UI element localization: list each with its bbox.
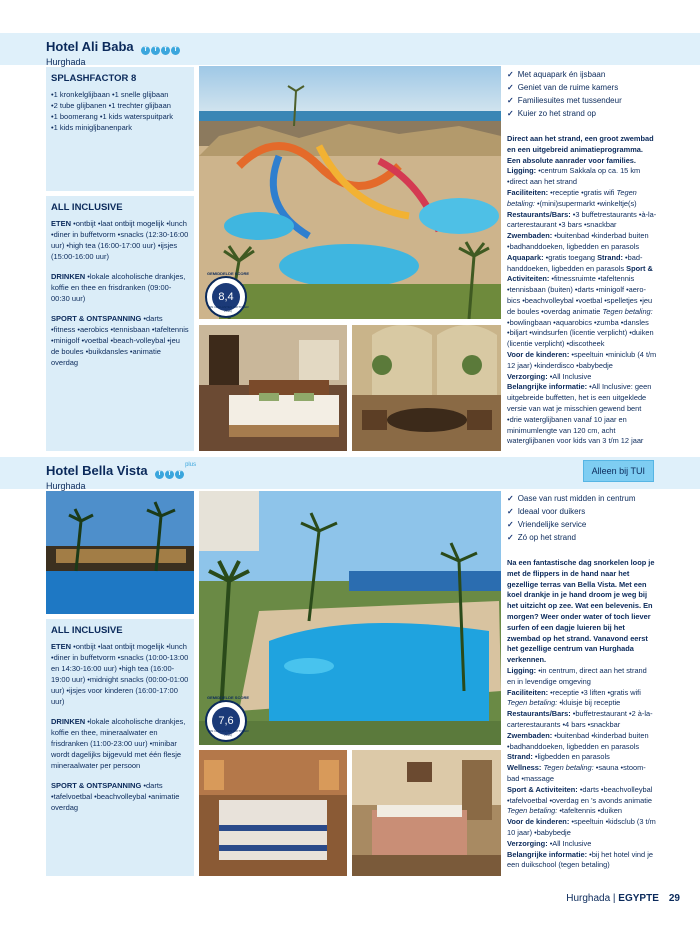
hotel1-name: Hotel Ali Baba bbox=[46, 39, 134, 55]
detail-wellness bbox=[507, 763, 646, 783]
detail-text: •tafeltennis •duiken bbox=[557, 806, 623, 816]
plus-label: plus bbox=[185, 462, 197, 468]
checkmark-icon: ✓ bbox=[507, 70, 514, 79]
hotel1-intro: Direct aan het strand, een groot zwembad en een uitgebreid animatieprogramma. Een absolute aanrader voor families. bbox=[507, 134, 654, 165]
hotel2-name: Hotel Bella Vista bbox=[46, 463, 148, 479]
detail-text: •bad-handdoeken, ligbedden en parasols bbox=[507, 252, 643, 273]
detail-faciliteiten bbox=[507, 188, 637, 208]
hotel2-features bbox=[507, 492, 667, 544]
hotel1-aquapark-photo bbox=[199, 66, 501, 319]
detail-italic: Tegen betaling: bbox=[507, 187, 637, 208]
hotel1-features bbox=[507, 68, 667, 120]
detail-ligging bbox=[507, 166, 640, 186]
detail-text: •buitenbad •kinderbad buiten •badhanddoeken, ligbedden en parasols bbox=[507, 231, 649, 251]
hotel2-header bbox=[0, 457, 700, 492]
drinken-label: DRINKEN bbox=[51, 717, 86, 726]
detail-restaurants bbox=[507, 210, 656, 230]
detail-sport bbox=[507, 785, 652, 816]
tui-star-icon: T bbox=[151, 46, 160, 55]
detail-label: Ligging: bbox=[507, 166, 537, 176]
hotel2-eten bbox=[51, 641, 189, 707]
tui-star-icon: T bbox=[165, 470, 174, 479]
detail-text: •All Inclusive bbox=[547, 838, 592, 848]
detail-label: Verzorging: bbox=[507, 371, 548, 381]
hotel2-pool-photo bbox=[199, 491, 501, 745]
hotel2-score-badge bbox=[205, 695, 250, 742]
hotel2-location: Hurghada bbox=[46, 481, 86, 492]
hotel1-location: Hurghada bbox=[46, 57, 86, 68]
detail-text: •gratis toegang bbox=[543, 252, 598, 262]
tui-star-icon: T bbox=[141, 46, 150, 55]
detail-label: Restaurants/Bars: bbox=[507, 209, 571, 219]
lobby-image bbox=[352, 325, 501, 451]
detail-text: •sauna •stoom-bad •massage bbox=[507, 763, 646, 783]
detail-label: Aquapark: bbox=[507, 252, 544, 262]
pool-night-image bbox=[46, 491, 194, 614]
detail-label: Belangrijke informatie: bbox=[507, 382, 588, 392]
eten-text: •ontbijt •laat ontbijt mogelijk •lunch •diner in buffetvorm •snacks (12:30-16:00 uur) •high tea (16:00-17:00 uur) •ijsjes (15:00-16:00 uur) bbox=[51, 219, 189, 261]
eten-text: •ontbijt •laat ontbijt mogelijk •lunch •diner in buffetvorm •snacks (10:00-13:00 en 14:30-16:00 uur) •high tea (16:00-19:00 uur) •midnight snacks (00:00-01:00 uur) •ijsjes voor kinderen (16:00-17:00 uur) bbox=[51, 642, 189, 706]
page-footer bbox=[566, 893, 680, 904]
hotel1-splash-line: •1 kronkelglijbaan •1 snelle glijbaan bbox=[51, 90, 169, 99]
feature-label: Met aquapark én ijsbaan bbox=[517, 70, 606, 79]
feature-item bbox=[507, 81, 667, 94]
tui-star-icon: T bbox=[155, 470, 164, 479]
hotel1-eten bbox=[51, 218, 189, 262]
detail-strand bbox=[507, 752, 610, 761]
detail-text: •centrum Sakkala op ca. 15 km •direct aan het strand bbox=[507, 166, 641, 187]
detail-text: •receptie •3 liften •gratis wifi bbox=[548, 687, 641, 697]
detail-label: Sport & Activiteiten: bbox=[507, 263, 653, 284]
detail-italic: Tegen betaling: bbox=[507, 806, 558, 816]
score-ring-label: GEMIDDELDE SCORE bbox=[207, 271, 250, 276]
checkmark-icon: ✓ bbox=[507, 494, 514, 503]
eten-label: ETEN bbox=[51, 642, 72, 651]
exclusive-badge: Alleen bij TUI bbox=[583, 460, 654, 482]
detail-text: •receptie •gratis wifi bbox=[548, 187, 617, 197]
pool-image bbox=[199, 491, 501, 745]
hotel2-restaurant-photo bbox=[199, 750, 347, 876]
detail-text: •buitenbad •kinderbad buiten •badhanddoeken, ligbedden en parasols bbox=[507, 730, 649, 751]
detail-belangrijk bbox=[507, 382, 651, 445]
detail-label: Sport & Activiteiten: bbox=[507, 784, 578, 794]
detail-text: •in centrum, direct aan het strand en in levendige omgeving bbox=[507, 665, 647, 686]
detail-italic: Tegen betaling: bbox=[543, 763, 594, 773]
detail-italic: Tegen betaling: bbox=[507, 698, 558, 708]
feature-item bbox=[507, 505, 667, 518]
feature-item bbox=[507, 518, 667, 531]
hotel2-intro: Na een fantastische dag snorkelen loop je met de flippers in de hand naar het gezellige terras van Bella Vista. Met een koel drankje in je hand droom je weg bij het uitzicht op zee. Wat een belevenis. En morgen? Weer onder water of toch liever surfen of een dagje luieren bij het zwembad op het strand. Vanavond eerst het gezellige centrum van Hurghada verkennen. bbox=[507, 558, 655, 665]
bedroom-image bbox=[199, 325, 347, 451]
drinken-text: •lokale alcoholische drankjes, koffie en thee, mineraalwater en frisdranken (11:00-23:00 uur) •minibar wordt dagelijks bijgevuld met één flesje mineraalwater per persoon bbox=[51, 717, 186, 770]
hotel1-splash-line: •2 tube glijbanen •1 trechter glijbaan bbox=[51, 101, 171, 110]
footer-country: EGYPTE bbox=[618, 893, 659, 904]
detail-italic: Tegen betaling: bbox=[602, 306, 653, 316]
hotel1-bedroom-photo bbox=[199, 325, 347, 451]
tui-star-icon: T bbox=[161, 46, 170, 55]
detail-text: •(mini)supermarkt •winkeltje(s) bbox=[534, 198, 637, 208]
detail-faciliteiten bbox=[507, 688, 641, 708]
tui-star-icon: T bbox=[175, 470, 184, 479]
hotel1-drinken bbox=[51, 271, 189, 304]
detail-zwembaden bbox=[507, 231, 649, 251]
sport-label: SPORT & ONTSPANNING bbox=[51, 781, 142, 790]
hotel2-description bbox=[507, 558, 657, 871]
feature-label: Kuier zo het strand op bbox=[517, 109, 596, 118]
hotel2-sport bbox=[51, 780, 189, 813]
detail-text: •fitnessruimte •tafeltennis •tennisbaan (buiten) •darts •minigolf •aero-bics •beachvolleybal •voetbal •spelletjes •jeu de boules •overdag animatie bbox=[507, 274, 653, 316]
detail-text: •bij het hotel vind je een duikschool (tegen betaling) bbox=[507, 849, 653, 870]
aquapark-image bbox=[199, 66, 501, 319]
checkmark-icon: ✓ bbox=[507, 520, 514, 529]
detail-ligging bbox=[507, 666, 647, 686]
detail-restaurants bbox=[507, 709, 653, 729]
detail-text: •bowlingbaan •aquarobics •zumba •dansles •biljart •windsurfen (licentie verplicht) •duiken (licentie verplicht) •discotheek bbox=[507, 317, 654, 349]
hotel1-stars bbox=[141, 38, 181, 56]
bedroom2-image bbox=[352, 750, 501, 876]
feature-item bbox=[507, 94, 667, 107]
feature-item bbox=[507, 492, 667, 505]
checkmark-icon: ✓ bbox=[507, 533, 514, 542]
detail-label: Zwembaden: bbox=[507, 231, 553, 241]
feature-label: Ideaal voor duikers bbox=[517, 507, 586, 516]
tui-star-icon: T bbox=[171, 46, 180, 55]
restaurant-image bbox=[199, 750, 347, 876]
detail-label: Voor de kinderen: bbox=[507, 817, 570, 827]
checkmark-icon: ✓ bbox=[507, 83, 514, 92]
hotel1-splash-box bbox=[46, 67, 194, 191]
detail-label: Faciliteiten: bbox=[507, 187, 549, 197]
detail-verzorging bbox=[507, 839, 591, 848]
detail-text: •kluisje bij receptie bbox=[557, 698, 621, 708]
feature-label: Familiesuites met tussendeur bbox=[517, 96, 622, 105]
hotel2-allinclusive-box bbox=[46, 619, 194, 876]
hotel2-drinken bbox=[51, 716, 189, 771]
detail-text: •All Inclusive bbox=[547, 371, 592, 381]
feature-item bbox=[507, 531, 667, 544]
hotel1-header bbox=[0, 33, 700, 68]
footer-separator: | bbox=[610, 893, 619, 904]
detail-label: Restaurants/Bars: bbox=[507, 709, 571, 719]
detail-belangrijk bbox=[507, 850, 653, 870]
detail-kinderen bbox=[507, 350, 656, 370]
sport-text: •darts •fitness •aerobics •tennisbaan •tafeltennis •minigolf •voetbal •beach-volleybal •jeu de boules •buikdansles •animatie overdag bbox=[51, 314, 189, 367]
hotel2-allinc-title: ALL INCLUSIVE bbox=[51, 625, 123, 636]
detail-label: Strand: bbox=[507, 752, 533, 762]
feature-item bbox=[507, 68, 667, 81]
detail-kinderen bbox=[507, 817, 656, 837]
detail-text: •All Inclusive: geen uitgebreide buffetten, het is een uitgeklede versie van wat je misschien gewend bent •drie waterglijbanen vanaf 10 jaar en minimumlengte van 120 cm, acht waterglijbanen voor kids van 3 t/m 12 jaar bbox=[507, 382, 652, 446]
drinken-label: DRINKEN bbox=[51, 272, 86, 281]
hotel2-score-value: 7,6 bbox=[212, 707, 240, 735]
hotel2-bedroom-photo bbox=[352, 750, 501, 876]
hotel1-description bbox=[507, 134, 657, 447]
eten-label: ETEN bbox=[51, 219, 72, 228]
detail-text: •buffetrestaurant •2 à-la-carterestaurants •4 bars •snackbar bbox=[507, 709, 653, 729]
score-bottom-label: VAN 10 KLANTEN (OKTOBER 2016) bbox=[207, 729, 249, 737]
detail-verzorging bbox=[507, 372, 591, 381]
hotel1-allinclusive-box bbox=[46, 196, 194, 451]
detail-label: Belangrijke informatie: bbox=[507, 849, 588, 859]
detail-label: Strand: bbox=[597, 252, 623, 262]
checkmark-icon: ✓ bbox=[507, 507, 514, 516]
detail-sport bbox=[507, 264, 654, 349]
detail-label: Faciliteiten: bbox=[507, 687, 549, 697]
hotel2-stars bbox=[155, 462, 196, 480]
hotel1-sport bbox=[51, 313, 189, 368]
sport-text: •darts •tafelvoetbal •beachvolleybal •animatie overdag bbox=[51, 781, 180, 812]
sport-label: SPORT & ONTSPANNING bbox=[51, 314, 142, 323]
feature-label: Vriendelijke service bbox=[517, 520, 587, 529]
detail-label: Voor de kinderen: bbox=[507, 349, 570, 359]
feature-item bbox=[507, 107, 667, 120]
hotel1-score-badge bbox=[205, 271, 250, 318]
hotel1-splash-line: •1 boomerang •1 kids waterspuitpark bbox=[51, 112, 173, 121]
hotel1-splash-title: SPLASHFACTOR 8 bbox=[51, 73, 137, 84]
detail-text: •3 buffetrestaurants •à-la-carterestaurant •3 bars •snackbar bbox=[507, 209, 657, 230]
detail-label: Zwembaden: bbox=[507, 730, 553, 740]
hotel1-score-value: 8,4 bbox=[212, 283, 240, 311]
feature-label: Geniet van de ruime kamers bbox=[517, 83, 619, 92]
score-ring-label: GEMIDDELDE SCORE bbox=[207, 695, 250, 700]
score-bottom-label: VAN 10 KLANTEN (OKTOBER 2016) bbox=[207, 305, 249, 313]
hotel1-lobby-photo bbox=[352, 325, 501, 451]
detail-zwembaden bbox=[507, 731, 649, 751]
drinken-text: •lokale alcoholische drankjes, koffie en thee en frisdranken (09:00-00:30 uur) bbox=[51, 272, 186, 303]
detail-text: •darts •beachvolleybal •tafelvoetbal •overdag en 's avonds animatie bbox=[507, 784, 653, 805]
detail-aquapark bbox=[507, 253, 642, 273]
hotel1-allinc-title: ALL INCLUSIVE bbox=[51, 202, 123, 213]
footer-city: Hurghada bbox=[566, 893, 611, 904]
detail-label: Wellness: bbox=[507, 763, 542, 773]
checkmark-icon: ✓ bbox=[507, 109, 514, 118]
detail-text: •speeltuin •miniclub (4 t/m 12 jaar) •kinderdisco •babybedje bbox=[507, 349, 657, 370]
feature-label: Oase van rust midden in centrum bbox=[517, 494, 636, 503]
detail-text: •speeltuin •kidsclub (3 t/m 10 jaar) •babybedje bbox=[507, 817, 656, 837]
detail-text: •ligbedden en parasols bbox=[532, 752, 610, 762]
feature-label: Zó op het strand bbox=[517, 533, 576, 542]
hotel2-pool-night-photo bbox=[46, 491, 194, 614]
page-number: 29 bbox=[668, 893, 680, 904]
detail-label: Ligging: bbox=[507, 665, 537, 675]
detail-label: Verzorging: bbox=[507, 838, 548, 848]
checkmark-icon: ✓ bbox=[507, 96, 514, 105]
hotel1-splash-line: •1 kids minigljbanenpark bbox=[51, 123, 133, 132]
